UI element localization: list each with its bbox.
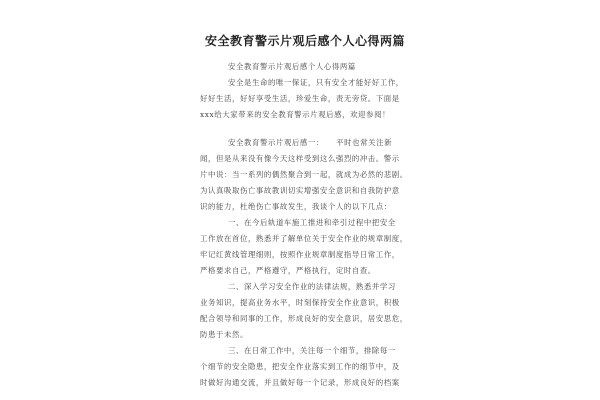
body-line-15: 个细节的安全隐患，把安全作业落实到工作的细节中，及 bbox=[200, 362, 400, 371]
body-line-14: 三、在日常工作中，关注每一个细节，排除每一 bbox=[228, 346, 396, 355]
intro-line-1: 安全是生命的唯一保证，只有安全才能好好工作， bbox=[228, 78, 404, 87]
body-line-6: 一、在今后轨道车施工推进和牵引过程中把安全 bbox=[228, 218, 396, 227]
body-line-1: 安全教育警示片观后感一： 平时也常关注新 bbox=[228, 138, 393, 147]
body-line-12: 配合领导和同事的工作，形成良好的安全意识，居安思危， bbox=[200, 314, 408, 323]
body-line-2: 闻，但是从来没有像今天这样受到这么强烈的冲击。警示 bbox=[200, 154, 400, 163]
body-line-7: 工作放在首位，熟悉并了解单位关于安全作业的规章制度， bbox=[200, 234, 408, 243]
body-line-5: 识的能力，杜绝伤亡事故发生，我谈个人的以下几点： bbox=[200, 202, 392, 211]
body-line-11: 业务知识，提高业务水平，时刻保持安全作业意识，积极 bbox=[200, 298, 400, 307]
document-subtitle: 安全教育警示片观后感个人心得两篇 bbox=[228, 62, 356, 71]
body-line-9: 严格要求自己，严格遵守，严格执行，定时自查。 bbox=[200, 266, 376, 275]
document-title: 安全教育警示片观后感个人心得两篇 bbox=[204, 34, 405, 48]
body-line-16: 时做好沟通交流，并且做好每一个记录，形成良好的档案 bbox=[200, 378, 400, 387]
body-line-8: 牢记红黄线管理细则，按照作业规章制度指导日常工作， bbox=[200, 250, 400, 259]
intro-line-3: xxx给大家带来的安全教育警示片观后感，欢迎参阅！ bbox=[200, 110, 391, 119]
body-line-3: 片中说：当一系列的偶然聚合到一起，就成为必然的悲剧。 bbox=[200, 170, 408, 179]
body-line-13: 防患于未然。 bbox=[200, 330, 248, 339]
intro-line-2: 好好生活，好好享受生活，珍爱生命，责无旁贷。下面是 bbox=[200, 94, 400, 103]
body-line-10: 二、深入学习安全作业的法律法规，熟悉并学习 bbox=[228, 282, 396, 291]
paragraph-gap bbox=[200, 123, 410, 135]
body-line-4: 为认真吸取伤亡事故教训切实增强安全意识和自我防护意 bbox=[200, 186, 400, 195]
